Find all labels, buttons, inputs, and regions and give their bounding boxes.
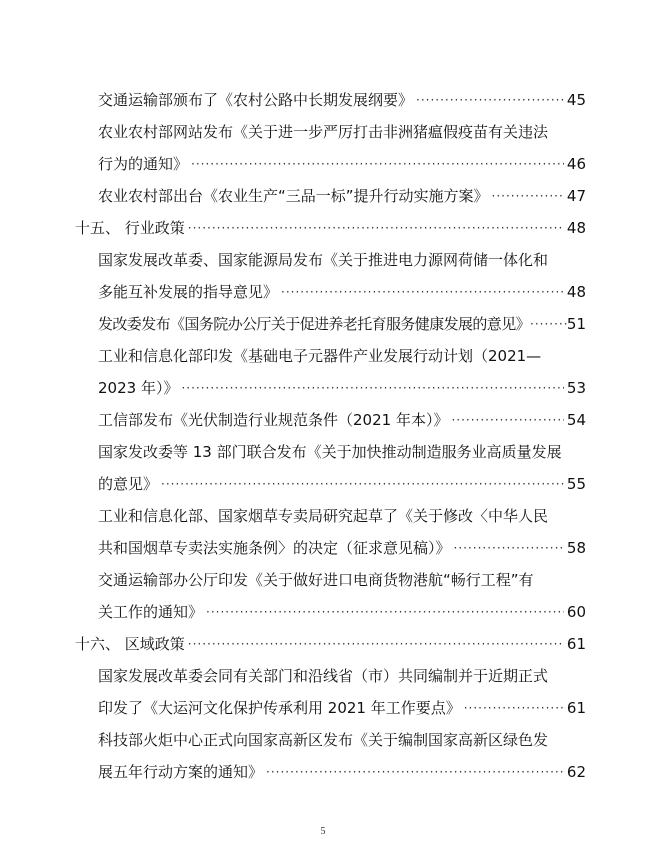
toc-entry-title: 共和国烟草专卖法实施条例〉的决定（征求意见稿）》 <box>98 539 451 557</box>
toc-entry-title: 发改委发布《国务院办公厅关于促进养老托育服务健康发展的意见》 <box>98 315 531 333</box>
toc-entry[interactable] <box>98 338 586 366</box>
toc-entry-title: 农业农村部网站发布《关于进一步严厉打击非洲猪瘟假疫苗有关违法 <box>98 123 549 141</box>
toc-entry-page: 61 <box>566 699 586 717</box>
leader-dots <box>416 90 564 110</box>
toc-entry-title: 国家发改委等 13 部门联合发布《关于加快推动制造服务业高质量发展 <box>98 443 562 461</box>
toc-entry-title: 工业和信息化部、国家烟草专卖局研究起草了《关于修改〈中华人民 <box>98 507 549 525</box>
toc-entry[interactable] <box>98 178 586 206</box>
toc-entry-title: 印发了《大运河文化保护传承利用 2021 年工作要点》 <box>98 699 461 717</box>
leader-dots <box>161 474 564 494</box>
toc-entry-title: 展五年行动方案的通知》 <box>98 763 264 781</box>
leader-dots <box>206 602 564 622</box>
toc-entry-page: 54 <box>566 411 586 429</box>
toc-section-heading[interactable] <box>75 626 586 654</box>
toc-entry[interactable] <box>98 274 586 302</box>
toc-entry[interactable] <box>98 594 586 622</box>
toc-entry[interactable] <box>98 306 586 334</box>
toc-entry-title: 的意见》 <box>98 475 159 493</box>
toc-entry-title: 国家发展改革委、国家能源局发布《关于推进电力源网荷储一体化和 <box>98 251 549 269</box>
leader-dots <box>181 378 563 398</box>
toc-entry-title: 2023 年）》 <box>98 379 179 397</box>
toc-entry[interactable] <box>98 114 586 142</box>
toc-entry[interactable] <box>98 242 586 270</box>
toc-entry[interactable] <box>98 82 586 110</box>
toc-entry-title: 科技部火炬中心正式向国家高新区发布《关于编制国家高新区绿色发 <box>98 731 549 749</box>
toc-entry[interactable] <box>98 754 586 782</box>
toc-entry-title: 工业和信息化部印发《基础电子元器件产业发展行动计划（2021— <box>98 347 542 365</box>
toc-entry[interactable] <box>98 146 586 174</box>
toc-entry-title: 十五、 行业政策 <box>75 219 185 237</box>
toc-entry-page: 61 <box>566 635 586 653</box>
toc-entry-title: 国家发展改革委会同有关部门和沿线省（市）共同编制并于近期正式 <box>98 667 549 685</box>
leader-dots <box>191 154 564 174</box>
toc-entry[interactable] <box>98 530 586 558</box>
toc-entry-title: 多能互补发展的指导意见》 <box>98 283 279 301</box>
leader-dots <box>266 762 564 782</box>
toc-entry-page: 48 <box>566 283 586 301</box>
leader-dots <box>188 634 564 654</box>
toc-entry-page: 58 <box>566 539 586 557</box>
toc-entry[interactable] <box>98 466 586 494</box>
toc-entry[interactable] <box>98 690 586 718</box>
leader-dots <box>451 410 563 430</box>
leader-dots <box>464 698 564 718</box>
page-number: 5 <box>320 826 326 837</box>
toc-entry[interactable] <box>98 370 586 398</box>
toc-entry-title: 十六、 区域政策 <box>75 635 185 653</box>
toc-entry-title: 关工作的通知》 <box>98 603 204 621</box>
toc-entry-page: 51 <box>566 315 586 333</box>
toc-entry-title: 交通运输部颁布了《农村公路中长期发展纲要》 <box>98 91 414 109</box>
toc-entry-page: 45 <box>566 91 586 109</box>
toc-entry-page: 55 <box>566 475 586 493</box>
toc-entry-page: 60 <box>566 603 586 621</box>
leader-dots <box>454 538 564 558</box>
toc-entry-title: 农业农村部出台《农业生产“三品一标”提升行动实施方案》 <box>98 187 489 205</box>
toc-entry[interactable] <box>98 402 586 430</box>
toc-entry[interactable] <box>98 562 586 590</box>
leader-dots <box>188 218 564 238</box>
toc-entry-page: 48 <box>566 219 586 237</box>
toc-entry-title: 工信部发布《光伏制造行业规范条件（2021 年本）》 <box>98 411 449 429</box>
toc-entry[interactable] <box>98 658 586 686</box>
toc-entry-title: 行为的通知》 <box>98 155 189 173</box>
toc-entry-page: 53 <box>566 379 586 397</box>
toc-entry[interactable] <box>98 722 586 750</box>
toc-entry-page: 62 <box>566 763 586 781</box>
toc-entry[interactable] <box>98 498 586 526</box>
toc-section-heading[interactable] <box>75 210 586 238</box>
toc-entry[interactable] <box>98 434 586 462</box>
toc-entry-page: 47 <box>566 187 586 205</box>
toc-entry-title: 交通运输部办公厅印发《关于做好进口电商货物港航“畅行工程”有 <box>98 571 534 589</box>
leader-dots <box>492 186 564 206</box>
leader-dots <box>530 314 567 334</box>
toc-entry-page: 46 <box>566 155 586 173</box>
leader-dots <box>281 282 564 302</box>
